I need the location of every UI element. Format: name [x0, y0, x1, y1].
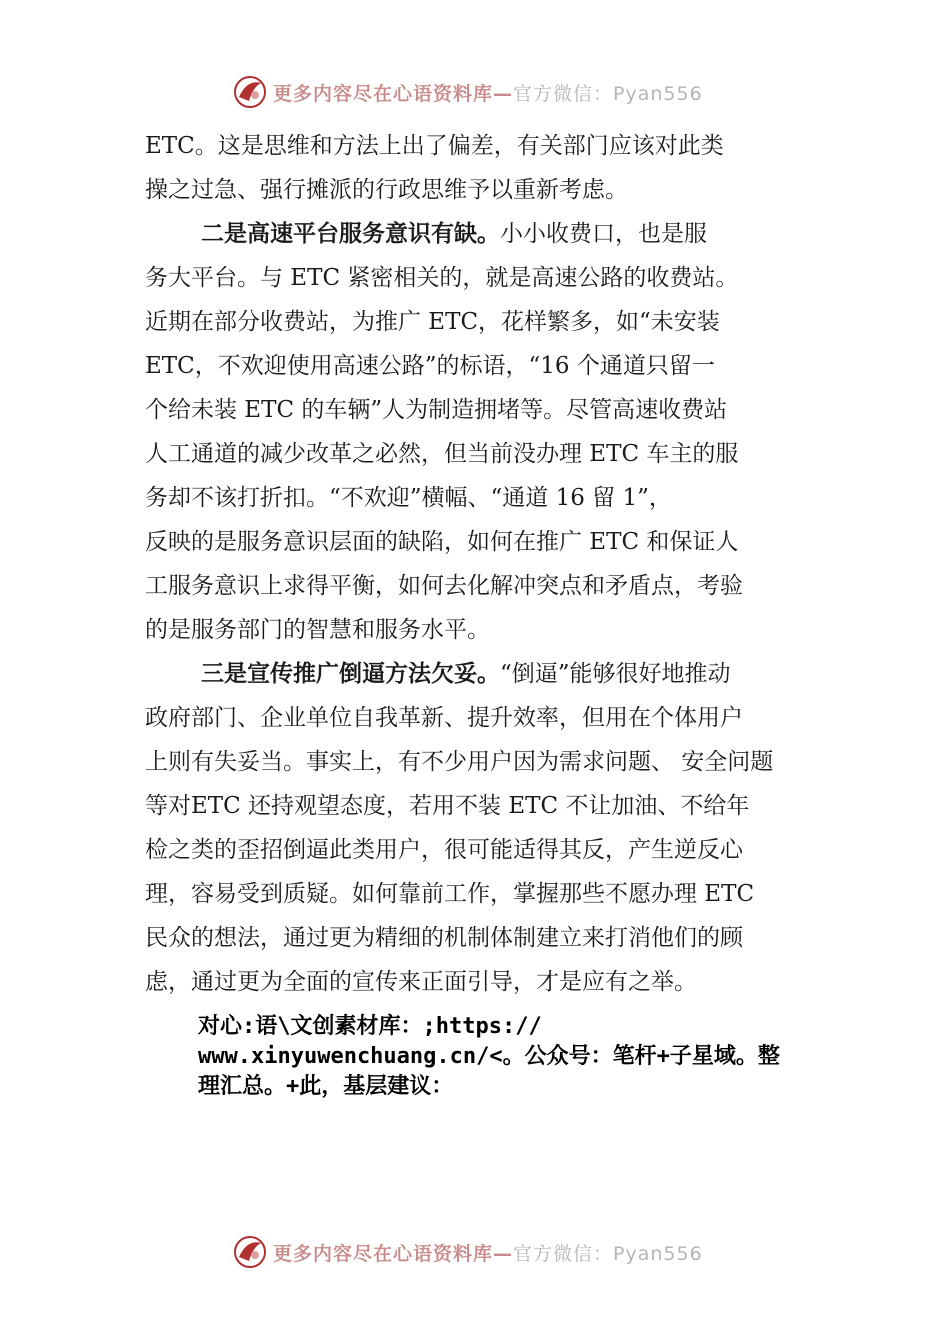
text-line: 务却不该打折扣。“不欢迎”横幅、“通道 16 留 1”，: [145, 485, 672, 511]
text-line: 政府部门、企业单位自我革新、提升效率，但用在个体用户: [145, 705, 743, 731]
banner-text: [273, 79, 703, 106]
section-heading: 二是高速平台服务意识有缺。: [201, 220, 500, 247]
text-line: 等对ETC 还持观望态度，若用不装 ETC 不让加油、不给年: [145, 793, 750, 819]
text-line: 的是服务部门的智慧和服务水平。: [145, 617, 490, 643]
text-line: 理，容易受到质疑。如何靠前工作，掌握那些不愿办理 ETC: [145, 881, 755, 907]
note-line: 对心:语\文创素材库：;https://: [198, 1014, 542, 1039]
banner-wechat: 官方微信：Pyan556: [513, 1242, 703, 1265]
footer-banner: [233, 1232, 733, 1272]
section-heading: 三是宣传推广倒逼方法欠妥。: [201, 660, 500, 687]
text-line: 近期在部分收费站，为推广 ETC，花样繁多，如“未安装: [145, 309, 720, 335]
text-line: 人工通道的减少改革之必然，但当前没办理 ETC 车主的服: [145, 441, 739, 467]
article-body: [145, 124, 817, 1004]
text-run: 小小收费口，也是服: [500, 221, 707, 247]
text-line: 个给未装 ETC 的车辆”人为制造拥堵等。尽管高速收费站: [145, 397, 728, 423]
text-line: [145, 212, 817, 256]
banner-wechat: 官方微信：Pyan556: [513, 82, 703, 105]
text-line: 检之类的歪招倒逼此类用户，很可能适得其反，产生逆反心: [145, 837, 743, 863]
text-run: “倒逼”能够很好地推动: [500, 661, 731, 687]
paragraph-3: [145, 652, 817, 1004]
banner-title: 更多内容尽在心语资料库—: [273, 1242, 514, 1265]
text-line: 反映的是服务意识层面的缺陷，如何在推广 ETC 和保证人: [145, 529, 739, 555]
paragraph-1: [145, 124, 817, 212]
text-line: 上则有失妥当。事实上，有不少用户因为需求问题、 安全问题: [145, 749, 774, 775]
text-line: 民众的想法，通过更为精细的机制体制建立来打消他们的顾: [145, 925, 743, 951]
banner-text: [273, 1239, 703, 1266]
note-line: www.xinyuwenchuang.cn/<。公众号：笔杆+子星域。整: [198, 1044, 780, 1069]
text-line: 虑，通过更为全面的宣传来正面引导，才是应有之举。: [145, 969, 697, 995]
paragraph-2: [145, 212, 817, 652]
header-banner: [233, 72, 733, 112]
banner-title: 更多内容尽在心语资料库—: [273, 82, 514, 105]
logo-icon: [233, 1235, 267, 1269]
text-line: 工服务意识上求得平衡，如何去化解冲突点和矛盾点，考验: [145, 573, 743, 599]
source-note: [198, 1012, 818, 1102]
text-line: 操之过急、强行摊派的行政思维予以重新考虑。: [145, 177, 628, 203]
text-line: ETC，不欢迎使用高速公路”的标语，“16 个通道只留一: [145, 353, 715, 379]
text-line: 务大平台。与 ETC 紧密相关的，就是高速公路的收费站。: [145, 265, 739, 291]
note-line: 理汇总。+此，基层建议：: [198, 1074, 454, 1099]
text-line: [145, 652, 817, 696]
text-line: ETC。这是思维和方法上出了偏差，有关部门应该对此类: [145, 133, 724, 159]
logo-icon: [233, 75, 267, 109]
